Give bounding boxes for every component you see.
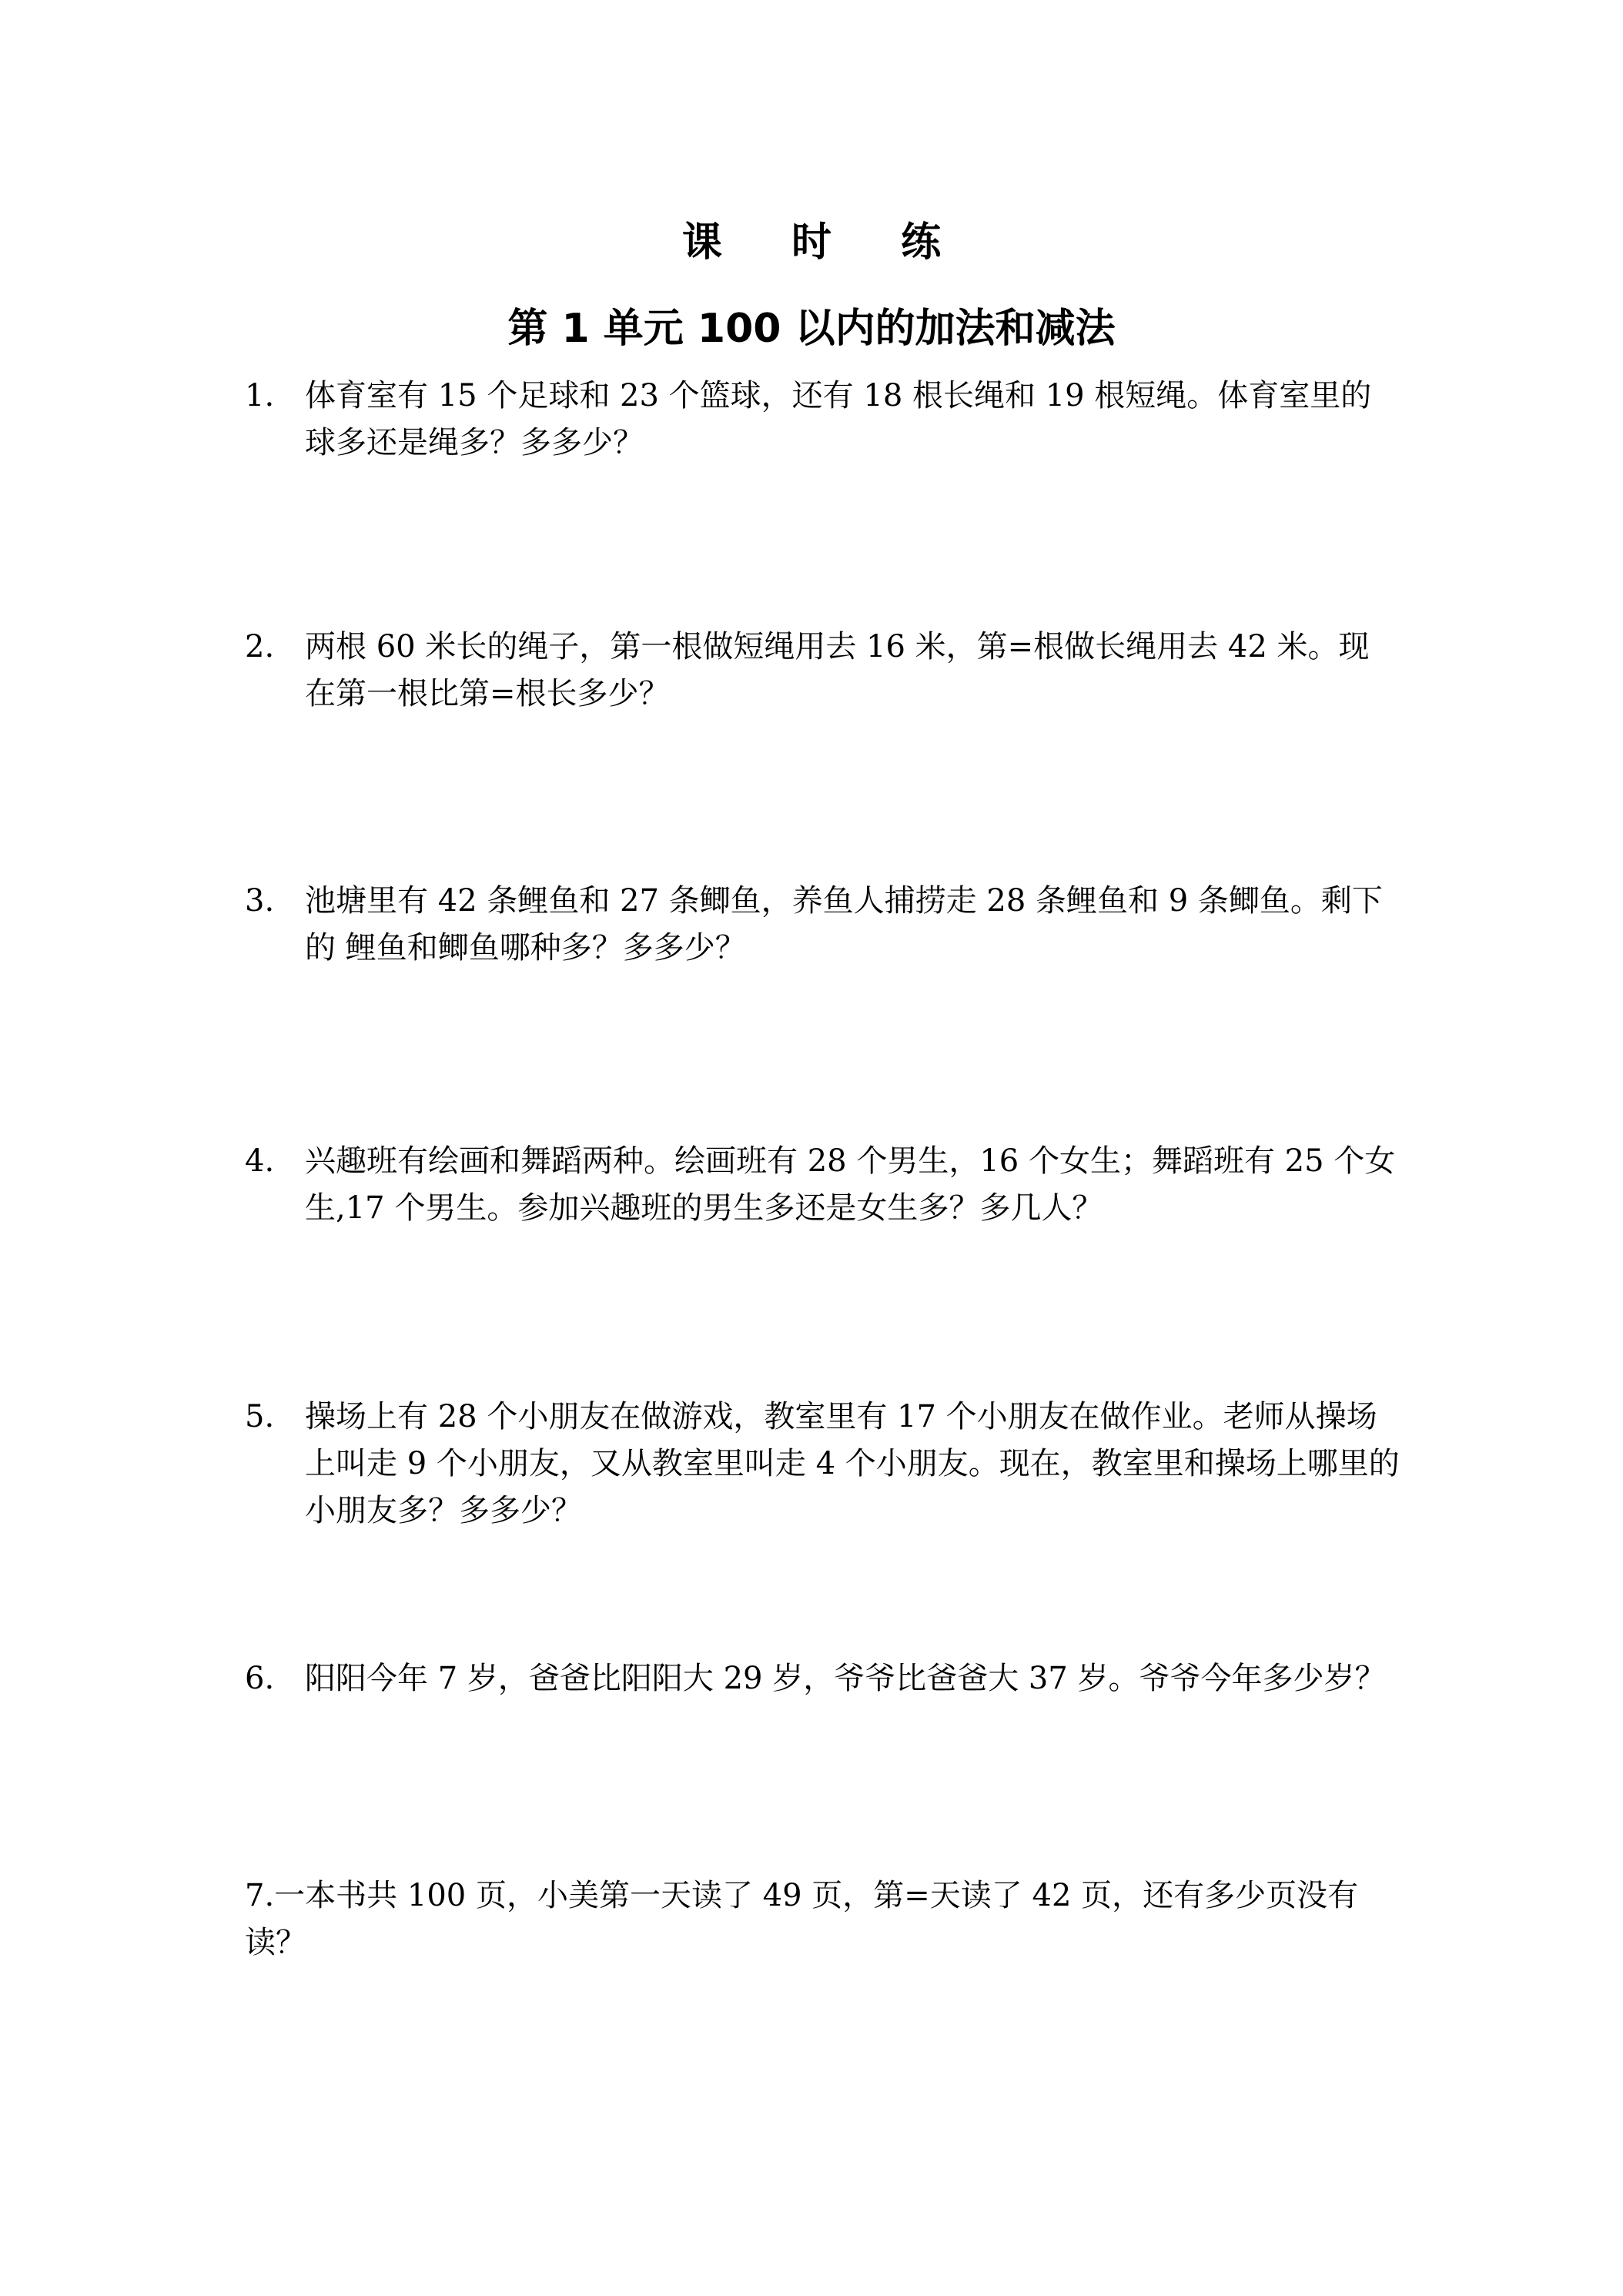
problem-3 <box>245 878 1400 972</box>
problem-number: 5. <box>245 1399 275 1434</box>
problem-text: 池塘里有 42 条鲤鱼和 27 条鲫鱼，养鱼人捕捞走 28 条鲤鱼和 9 条鲫鱼。剩下的 鲤鱼和鲫鱼哪种多？多多少？ <box>305 883 1383 966</box>
problem-6 <box>245 1655 1400 1702</box>
problem-1 <box>245 373 1400 467</box>
page-title: 课 时 练 <box>681 219 969 266</box>
problem-text: 两根 60 米长的绳子，第一根做短绳用去 16 米，第=根做长绳用去 42 米。现在第一根比第=根长多少？ <box>305 629 1370 711</box>
problem-text: 7.一本书共 100 页，小美第一天读了 49 页，第=天读了 42 页，还有多少页没有读？ <box>245 1878 1359 1960</box>
problem-number: 4. <box>245 1143 275 1179</box>
problem-number: 1. <box>245 378 275 413</box>
page-subtitle: 第 1 单元 100 以内的加法和减法 <box>507 306 1116 352</box>
problem-number: 3. <box>245 883 275 919</box>
problem-7 <box>245 1873 1400 1966</box>
problem-4 <box>245 1138 1400 1232</box>
problem-text: 兴趣班有绘画和舞蹈两种。绘画班有 28 个男生，16 个女生；舞蹈班有 25 个女 生,17 个男生。参加兴趣班的男生多还是女生多？多几人？ <box>305 1143 1396 1226</box>
problem-text: 操场上有 28 个小朋友在做游戏，教室里有 17 个小朋友在做作业。老师从操场上叫走 9 个小朋友，又从教室里叫走 4 个小朋友。现在，教室里和操场上哪里的小朋友多？多多少？ <box>305 1399 1400 1528</box>
problem-number: 6. <box>245 1661 275 1696</box>
problem-number: 2. <box>245 629 275 664</box>
problem-text: 阳阳今年 7 岁，爸爸比阳阳大 29 岁，爷爷比爸爸大 37 岁。爷爷今年多少岁？ <box>305 1661 1386 1696</box>
problem-text: 体育室有 15 个足球和 23 个篮球，还有 18 根长绳和 19 根短绳。体育室里的球多还是绳多？多多少？ <box>305 378 1372 460</box>
problem-5 <box>245 1394 1400 1535</box>
problem-2 <box>245 624 1400 718</box>
